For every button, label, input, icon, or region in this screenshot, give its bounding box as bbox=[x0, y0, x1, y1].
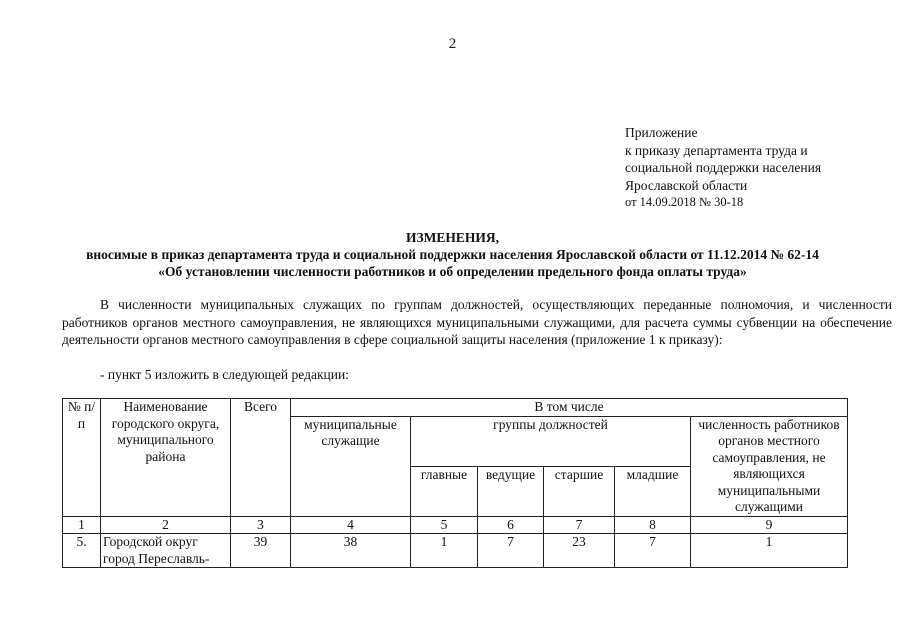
column-number: 8 bbox=[615, 516, 691, 534]
column-number: 2 bbox=[101, 516, 231, 534]
header-num: № п/п bbox=[63, 399, 101, 517]
cell-chief: 1 bbox=[411, 534, 478, 568]
column-number: 9 bbox=[691, 516, 848, 534]
header-senior: старшие bbox=[544, 466, 615, 516]
annex-block bbox=[625, 124, 821, 212]
header-groups: группы должностей bbox=[411, 416, 691, 466]
table-row bbox=[63, 534, 848, 568]
cell-senior: 23 bbox=[544, 534, 615, 568]
header-chief: главные bbox=[411, 466, 478, 516]
cell-num: 5. bbox=[63, 534, 101, 568]
annex-line: Приложение bbox=[625, 125, 698, 140]
document-title bbox=[0, 229, 905, 280]
cell-name: Городской округ город Переславль- bbox=[101, 534, 231, 568]
cell-total: 39 bbox=[231, 534, 291, 568]
header-municipal: муниципальные служащие bbox=[291, 416, 411, 516]
cell-leading: 7 bbox=[478, 534, 544, 568]
intro-paragraph: В численности муниципальных служащих по группам должностей, осуществляющих переданные полномочия, и численности работников органов местного самоуправления, не являющихся муниципальными служащими, для расчета суммы субвенции на обеспечение деятельности органов местного самоуправления в сфере социальной защиты населения (приложение 1 к приказу): bbox=[62, 297, 892, 348]
header-name: Наименование городского округа, муниципального района bbox=[101, 399, 231, 517]
column-number: 7 bbox=[544, 516, 615, 534]
header-leading: ведущие bbox=[478, 466, 544, 516]
title-heading: ИЗМЕНЕНИЯ, bbox=[405, 230, 499, 245]
cell-other-workers: 1 bbox=[691, 534, 848, 568]
page-number: 2 bbox=[448, 36, 457, 52]
annex-line: Ярославской области bbox=[625, 177, 748, 193]
table-header-row bbox=[63, 399, 848, 417]
annex-line: социальной поддержки населения bbox=[625, 160, 822, 175]
header-other-workers: численность работников органов местного самоуправления, не являющихся муниципальными служащими bbox=[691, 416, 848, 516]
title-line-1: вносимые в приказ департамента труда и социальной поддержки населения Ярославской области от 11.12.2014 № 62-14 bbox=[86, 247, 819, 262]
header-junior: младшие bbox=[615, 466, 691, 516]
title-line-2: «Об установлении численности работников и об определении предельного фонда оплаты труда» bbox=[158, 264, 747, 279]
header-total: Всего bbox=[231, 399, 291, 517]
header-including: В том числе bbox=[291, 399, 848, 417]
column-number: 6 bbox=[478, 516, 544, 534]
annex-date-line: от 14.09.2018 № 30-18 bbox=[625, 195, 744, 209]
column-number-row bbox=[63, 516, 848, 534]
column-number: 3 bbox=[231, 516, 291, 534]
column-number: 1 bbox=[63, 516, 101, 534]
annex-line: к приказу департамента труда и bbox=[625, 142, 808, 158]
cell-junior: 7 bbox=[615, 534, 691, 568]
changes-table bbox=[62, 398, 848, 568]
cell-municipal: 38 bbox=[291, 534, 411, 568]
column-number: 5 bbox=[411, 516, 478, 534]
column-number: 4 bbox=[291, 516, 411, 534]
point-instruction: - пункт 5 изложить в следующей редакции: bbox=[100, 367, 349, 382]
